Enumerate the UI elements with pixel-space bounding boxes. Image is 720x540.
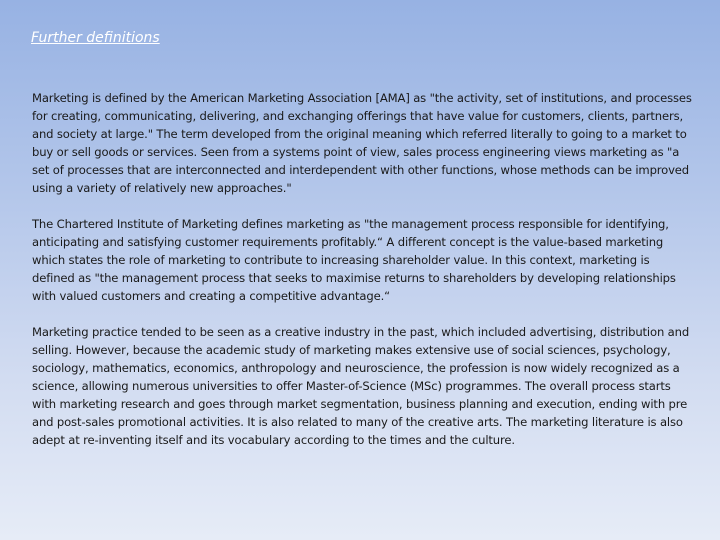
paragraph-ama-definition: Marketing is defined by the American Marketing Association [AMA] as "the activity, set of institutions, and processes for creating, communicating, delivering, and exchanging offerings that have value for customers, clients, partners, and society at large." The term developed from the original meaning which referred literally to going to a market to buy or sell goods or services. Seen from a systems point of view, sales process engineering views marketing as "a set of processes that are interconnected and interdependent with other functions, whose methods can be improved using a variety of relatively new approaches." bbox=[32, 91, 692, 195]
slide-body bbox=[32, 89, 692, 449]
paragraph-cim-definition: The Chartered Institute of Marketing defines marketing as "the management process responsible for identifying, anticipating and satisfying customer requirements profitably.“ A different concept is the value-based marketing which states the role of marketing to contribute to increasing shareholder value. In this context, marketing is defined as "the management process that seeks to maximise returns to shareholders by developing relationships with valued customers and creating a competitive advantage.“ bbox=[32, 217, 676, 303]
slide-title: Further definitions bbox=[31, 30, 160, 46]
paragraph-marketing-practice: Marketing practice tended to be seen as a creative industry in the past, which included advertising, distribution and selling. However, because the academic study of marketing makes extensive use of social sciences, psychology, sociology, mathematics, economics, anthropology and neuroscience, the profession is now widely recognized as a science, allowing numerous universities to offer Master-of-Science (MSc) programmes. The overall process starts with marketing research and goes through market segmentation, business planning and execution, ending with pre and post-sales promotional activities. It is also related to many of the creative arts. The marketing literature is also adept at re-inventing itself and its vocabulary according to the times and the culture. bbox=[32, 325, 690, 447]
